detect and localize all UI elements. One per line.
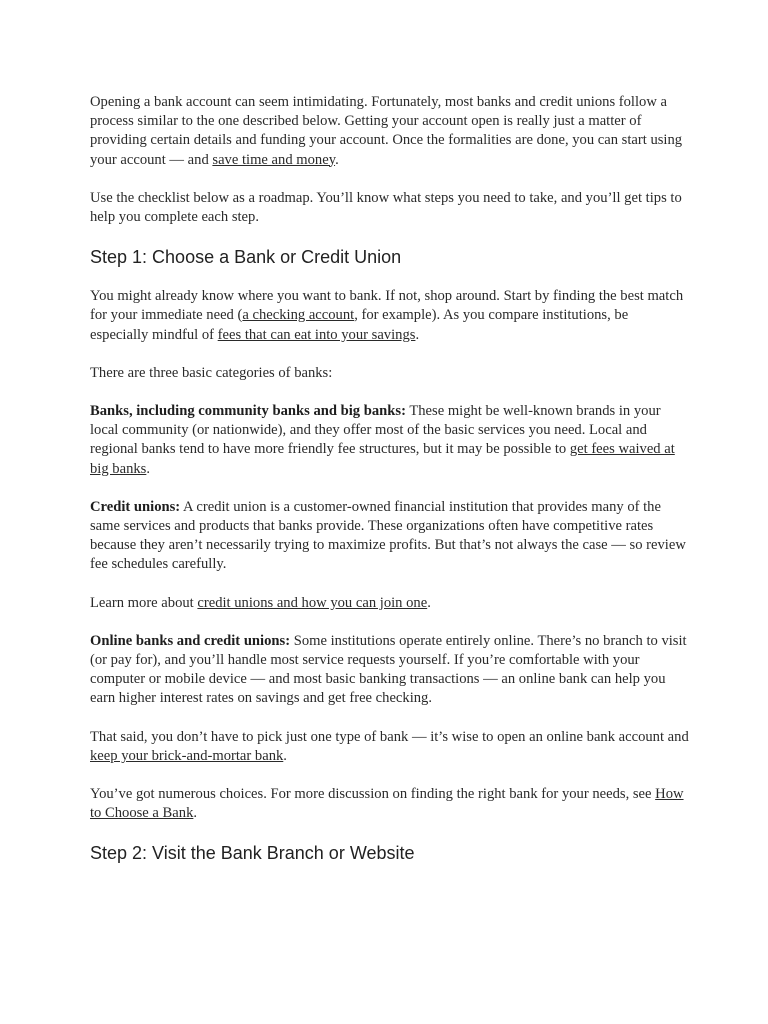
banks-text: These might be well-known brands in your local community (or nationwide), and they offer most of the basic services you need. Local and regional banks tend to have more friendly fee structures, but it may be possible to: [90, 403, 661, 458]
banks-paragraph: [90, 402, 690, 479]
intro-text: Opening a bank account can seem intimidating. Fortunately, most banks and credit unions follow a process similar to the one described below. Getting your account open is really just a matter of providing certain details and funding your account. Once the formalities are done, you can start using your account — and: [90, 94, 683, 168]
fees-link[interactable]: fees that can eat into your savings: [217, 326, 416, 343]
choices-paragraph: [90, 785, 690, 823]
article-body: [90, 93, 690, 883]
online-banks-text: Some institutions operate entirely online. There’s no branch to visit (or pay for), and you’ll handle most service requests yourself. If you’re comfortable with your computer or mobile device — and most basic banking transactions — an online bank can help you earn higher interest rates on savings and get free checking.: [90, 632, 687, 707]
brick-and-mortar-link[interactable]: keep your brick-and-mortar bank: [90, 747, 284, 764]
learn-more-paragraph: [90, 594, 690, 613]
shop-around-period: .: [415, 326, 420, 343]
learn-more-period: .: [427, 594, 431, 611]
that-said-text: That said, you don’t have to pick just one type of bank — it’s wise to open an online bank account and: [90, 728, 689, 745]
checklist-paragraph: Use the checklist below as a roadmap. You’ll know what steps you need to take, and you’ll get tips to help you complete each step.: [90, 189, 682, 226]
choices-period: .: [193, 805, 198, 822]
online-banks-heading: Online banks and credit unions:: [90, 632, 291, 649]
credit-unions-link[interactable]: credit unions and how you can join one: [197, 594, 428, 611]
shop-around-paragraph: [90, 287, 690, 345]
shop-around-text-2: , for example). As you compare institutions, be especially mindful of: [90, 307, 629, 343]
learn-more-text: Learn more about: [90, 594, 198, 611]
categories-intro: There are three basic categories of banks:: [90, 364, 333, 381]
banks-period: .: [146, 460, 151, 477]
credit-unions-text: A credit union is a customer-owned financial institution that provides many of the same services and products that banks provide. These organizations often have competitive rates because they aren’t necessarily trying to maximize profits. But that’s not always the case — so review fee schedules carefully.: [90, 498, 686, 573]
shop-around-text: You might already know where you want to bank. If not, shop around. Start by finding the best match for your immediate need (: [90, 288, 684, 324]
credit-unions-heading: Credit unions:: [90, 498, 181, 515]
banks-heading: Banks, including community banks and big banks:: [90, 403, 406, 420]
step-1-heading: Step 1: Choose a Bank or Credit Union: [90, 247, 402, 268]
checking-account-link[interactable]: a checking account: [242, 307, 355, 324]
fees-waived-link[interactable]: get fees waived at big banks: [90, 441, 675, 477]
credit-unions-paragraph: [90, 498, 690, 575]
online-banks-paragraph: [90, 632, 690, 709]
choices-text: You’ve got numerous choices. For more discussion on finding the right bank for your needs, see: [90, 786, 656, 803]
step-2-heading: Step 2: Visit the Bank Branch or Website: [90, 843, 415, 864]
intro-paragraph: [90, 93, 690, 170]
how-to-choose-bank-link[interactable]: How to Choose a Bank: [90, 786, 684, 822]
intro-period: .: [335, 151, 339, 168]
that-said-period: .: [283, 747, 287, 764]
that-said-paragraph: [90, 728, 690, 766]
save-time-and-money-link[interactable]: save time and money: [212, 151, 336, 168]
